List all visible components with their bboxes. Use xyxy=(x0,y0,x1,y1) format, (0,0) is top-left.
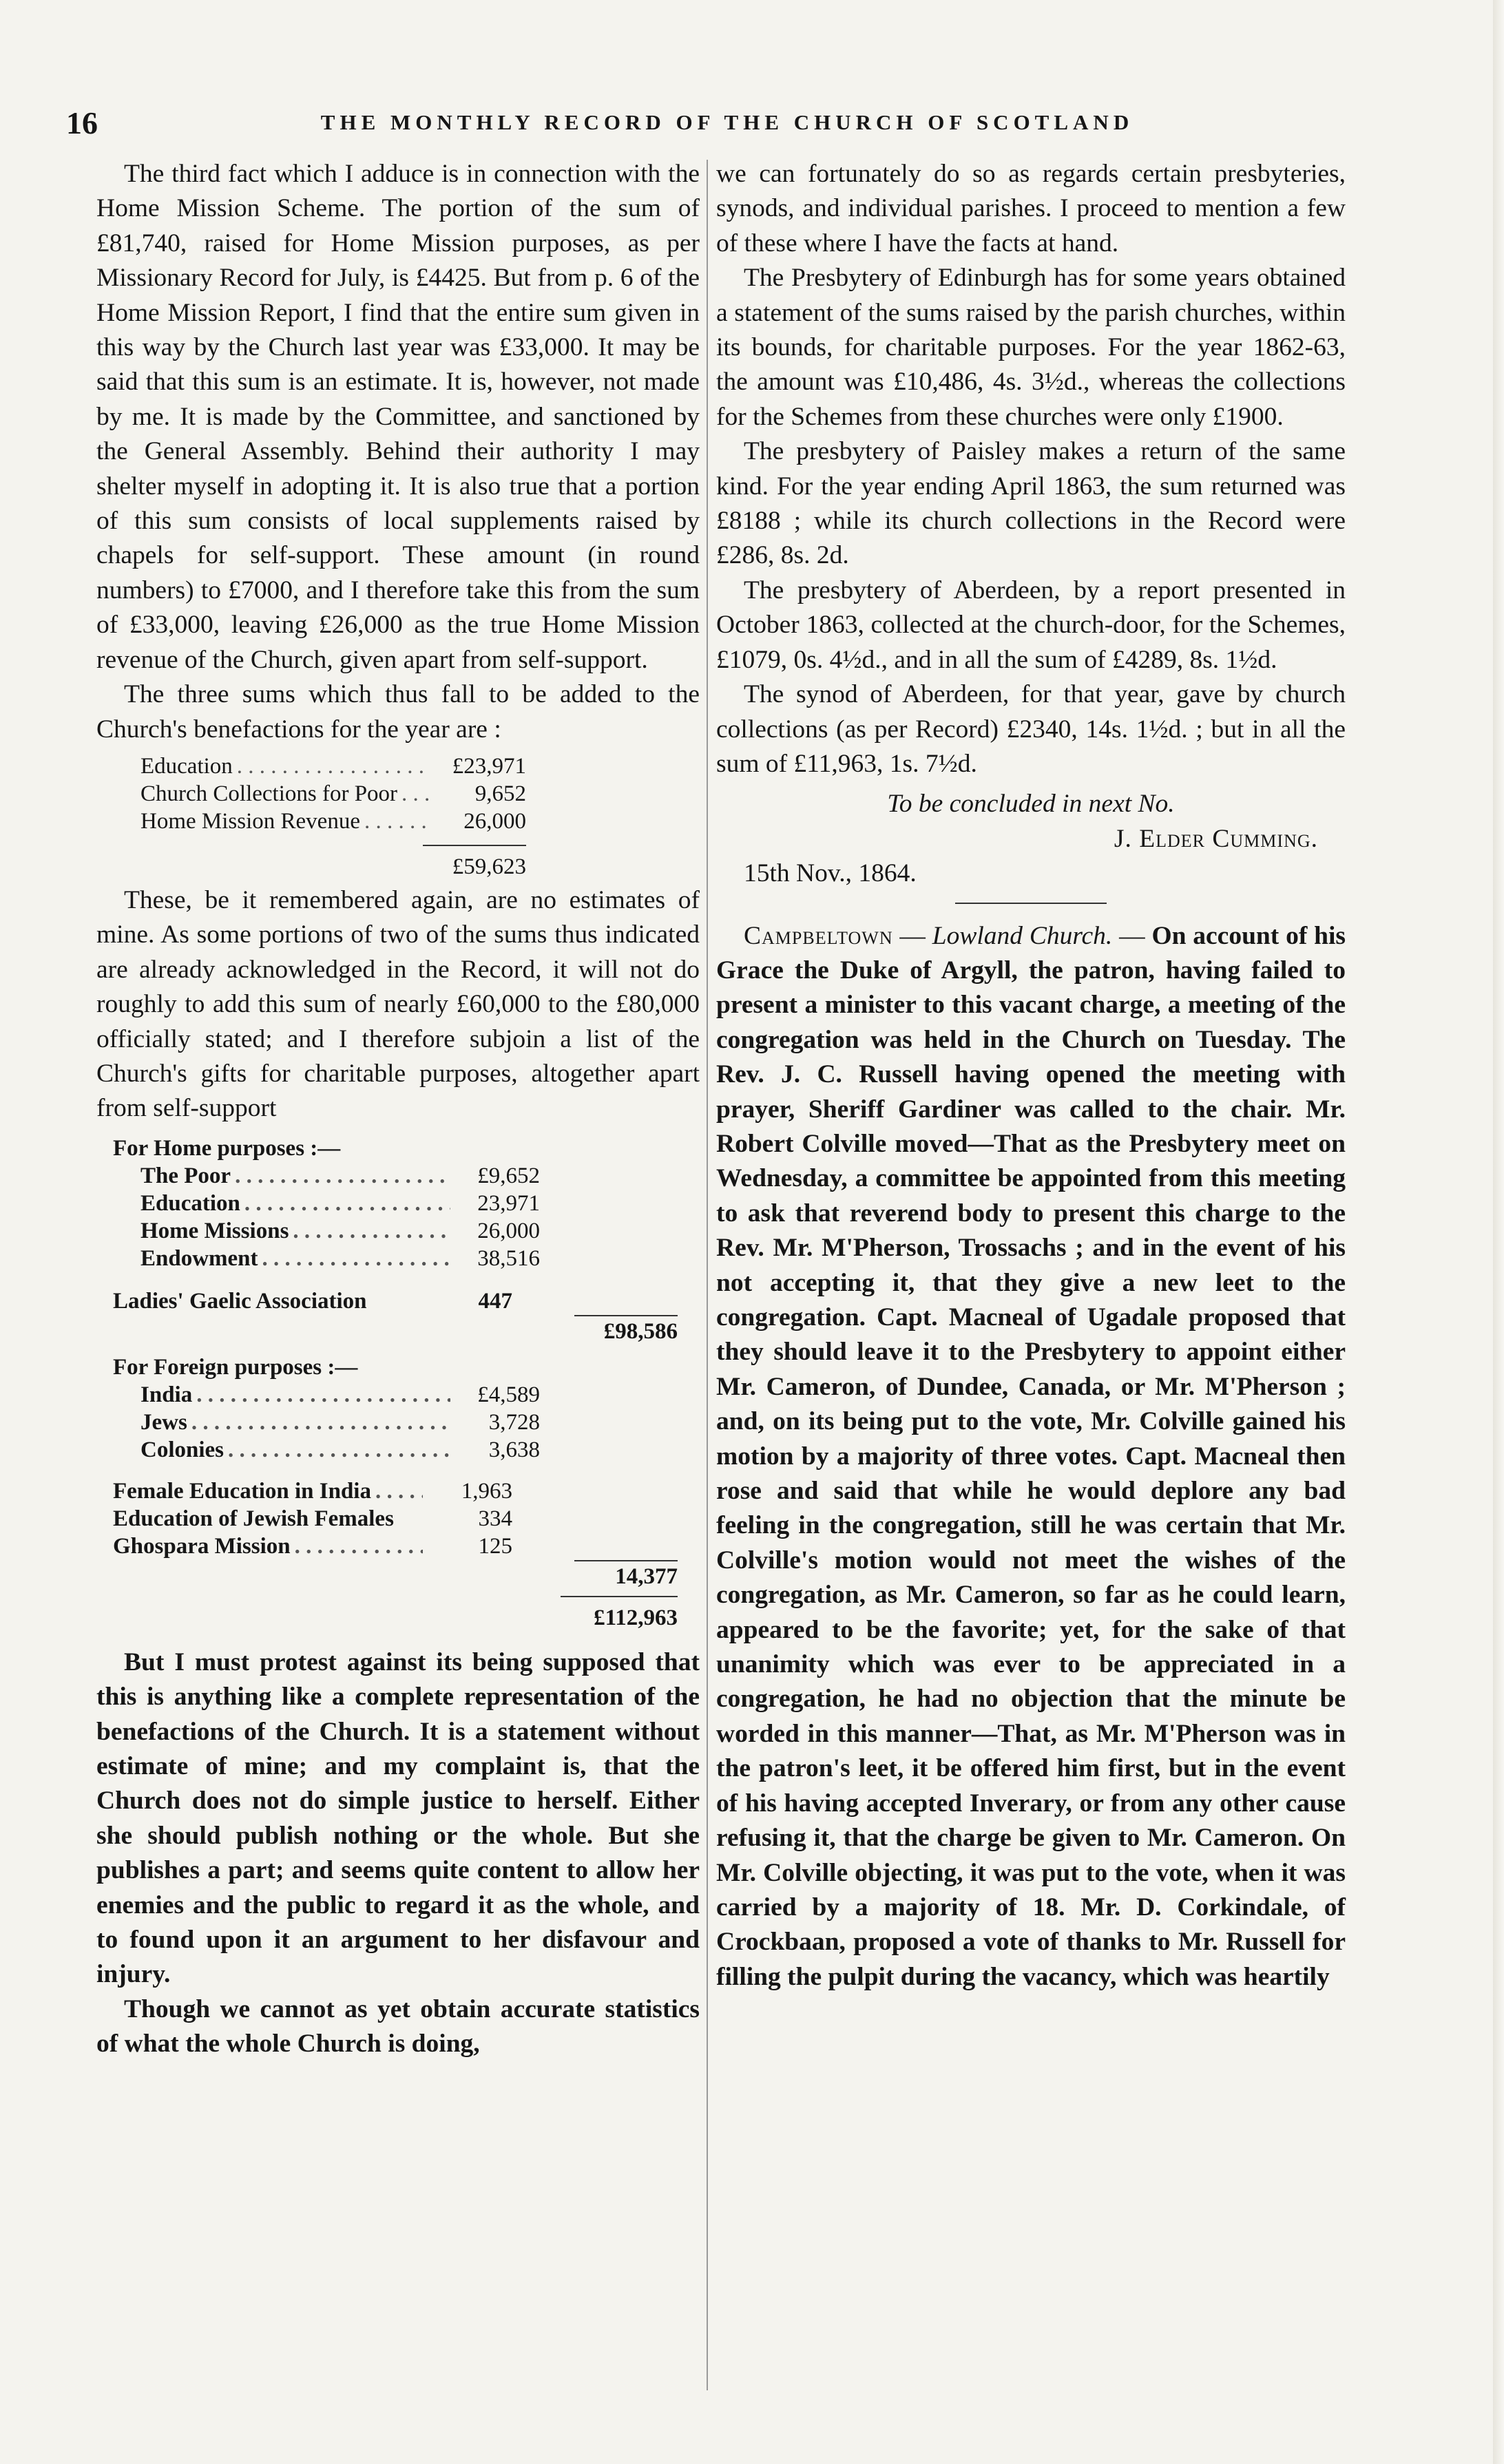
row-value: 334 xyxy=(478,1506,512,1531)
paragraph: The three sums which thus fall to be added to the Church's benefactions for the year are : xyxy=(96,680,700,744)
paragraph: But I must protest against its being supposed that this is anything like a complete representation of the benefactions of the Church. It is a statement without estimate of mine; and my complaint is, that the Church does not do simple justice to herself. Either she should publish nothing or the whole. But she publishes a part; and seems quite content to allow her enemies and the public to regard it as the whole, and to found upon it an argument to her disfavour and injury. xyxy=(96,1647,700,1989)
gifts-table xyxy=(113,1135,678,1632)
row-label: The Poor xyxy=(140,1163,231,1188)
paragraph: The presbytery of Paisley makes a return of the same kind. For the year ending April 1863, the sum returned was £8188 ; while its church collections in the Record were £286, 8s. 2d. xyxy=(716,437,1346,570)
row-label: Ladies' Gaelic Association xyxy=(113,1288,367,1314)
row-value: 447 xyxy=(478,1288,512,1314)
row-value: 26,000 xyxy=(477,1218,540,1243)
table-row xyxy=(140,1245,540,1272)
paragraph: The presbytery of Aberdeen, by a report presented in October 1863, collected at the church-door, for the Schemes, £1079, 0s. 4½d., and in all the sum of £4289, 8s. 1½d. xyxy=(716,576,1346,674)
table-row xyxy=(140,1381,540,1409)
row-value: 9,652 xyxy=(474,781,526,806)
row-label: Jews xyxy=(140,1409,187,1435)
row-label: Home Missions xyxy=(140,1218,289,1243)
table-row xyxy=(113,1477,512,1505)
row-value: 26,000 xyxy=(463,808,526,834)
total-value: £59,623 xyxy=(423,845,526,881)
to-be-concluded: To be concluded in next No. xyxy=(887,790,1175,819)
home-total xyxy=(113,1315,678,1345)
row-value: £9,652 xyxy=(477,1163,540,1188)
sums-table-total xyxy=(140,841,526,881)
table-row xyxy=(140,752,526,780)
paragraph: we can fortunately do so as regards certain presbyteries, synods, and individual parishes. I proceed to mention a few of these where I have the facts at hand. xyxy=(716,160,1346,257)
page-header xyxy=(66,105,1402,153)
row-label: Colonies xyxy=(140,1437,224,1462)
row-value: 3,728 xyxy=(488,1409,540,1435)
row-label: India xyxy=(140,1382,193,1407)
row-label: Female Education in India xyxy=(113,1478,371,1504)
section-heading: For Foreign purposes :— xyxy=(113,1354,358,1380)
paragraph: The Presbytery of Edinburgh has for some years obtained a statement of the sums raised by the parish churches, within its bounds, for charitable purposes. For the year 1862-63, the amount was £10,486, 4s. 3½d., whereas the collections for the Schemes from these churches were only £1900. xyxy=(716,264,1346,431)
row-label: Education xyxy=(140,1190,240,1216)
paragraph: The third fact which I adduce is in connection with the Home Mission Scheme. The portion of the sum of £81,740, raised for Home Mission purposes, as per Missionary Record for July, is £4425. But from p. 6 of the Home Mission Report, I find that the entire sum given in this way by the Church last year was £33,000. It may be said that this sum is an estimate. It is, however, not made by me. It is made by the Committee, and sanctioned by the General Assembly. Behind their authority I may shelter myself in adopting it. It is also true that a portion of this sum consists of local supplements raised by chapels for self-support. These amount (in round numbers) to £7000, and I therefore take this from the sum of £33,000, leaving £26,000 as the true Home Mission revenue of the Church, given apart from self-support. xyxy=(96,160,700,674)
total-value: £112,963 xyxy=(561,1596,678,1632)
table-row xyxy=(140,1162,540,1190)
row-label: Home Mission Revenue xyxy=(140,808,360,834)
table-row xyxy=(113,1287,512,1315)
running-title: THE MONTHLY RECORD OF THE CHURCH OF SCOTLAND xyxy=(320,110,1134,134)
row-value: 23,971 xyxy=(477,1190,540,1216)
row-value: 38,516 xyxy=(477,1245,540,1271)
paragraph: The synod of Aberdeen, for that year, gave by church collections (as per Record) £2340, 14s. 1½d. ; but in all the sum of £11,963, 1s. 7½d. xyxy=(716,680,1346,778)
row-label: Ghospara Mission xyxy=(113,1533,291,1559)
signature: J. Elder Cumming. xyxy=(1114,824,1318,853)
item-subheading: Lowland Church. xyxy=(932,921,1113,950)
grand-total xyxy=(113,1596,678,1632)
row-label: Church Collections for Poor xyxy=(140,781,398,806)
table-row xyxy=(113,1533,512,1560)
page-edge xyxy=(1493,0,1504,2464)
foreign-total xyxy=(113,1560,678,1590)
row-value: £4,589 xyxy=(477,1382,540,1407)
news-item: Campbeltown — Lowland Church. — On account of his Grace the Duke of Argyll, the patron, having failed to present a minister to this vacant charge, a meeting of the congregation was held in the Church on Tuesday. The Rev. J. C. Russell having opened the meeting with prayer, Sheriff Gardiner was called to the chair. Mr. Robert Colville moved—That as the Presbytery meet on Wednesday, a committee be appointed from this meeting to ask that reverend body to present this charge to the Rev. Mr. M'Pherson, Trossachs ; and in the event of his not accepting it, that they give a new leet to the congregation. Capt. Macneal of Ugadale proposed that they should leave it to the Presbytery to appoint either Mr. Cameron, of Dundee, Canada, or Mr. M'Pherson ; and, on its being put to the vote, Mr. Colville gained his motion by a majority of three votes. Capt. Macneal then rose and said that while he would deplore any bad feeling in the congregation, still he was certain that Mr. Colville's motion would not meet the wishes of the congregation, as Mr. Cameron, so far as he could learn, appeared to be the favorite; yet, for the sake of that unanimity which was ever to be appreciated in a congregation, he had no objection that the minute be worded in this manner—That, as Mr. M'Pherson was in the patron's leet, it be offered him first, but in the event of his having accepted Inverary, or from any other cause refusing it, that the charge be given to Mr. Cameron. On Mr. Colville objecting, it was put to the vote, when it was carried by a majority of 18. Mr. D. Corkindale, of Crockbaan, proposed a vote of thanks to Mr. Russell for filling the pulpit during the vacancy, which was heartily xyxy=(716,921,1346,1991)
item-body: On account of his Grace the Duke of Argyll, the patron, having failed to present a minister to this vacant charge, a meeting of the congregation was held in the Church on Tuesday. The Rev. J. C. Russell having opened the meeting with prayer, Sheriff Gardiner was called to the chair. Mr. Robert Colville moved—That as the Presbytery meet on Wednesday, a committee be appointed from this meeting to ask that reverend body to present this charge to the Rev. Mr. M'Pherson, Trossachs ; and in the event of his not accepting it, that they give a new leet to the congregation. Capt. Macneal of Ugadale proposed that they should leave it to the Presbytery to appoint either Mr. Cameron, of Dundee, Canada, or Mr. M'Pherson ; and, on its being put to the vote, Mr. Colville gained his motion by a majority of three votes. Capt. Macneal then rose and said that while he would deplore any bad feeling in the congregation, still he was certain that Mr. Colville's motion would not meet the wishes of the congregation, as Mr. Cameron, so far as he could learn, appeared to be the favorite; yet, for the sake of that unanimity which was ever to be appreciated in a congregation, he had no objection that the minute be worded in this manner—That, as Mr. M'Pherson was in the patron's leet, it be offered him first, but in the event of his having accepted Inverary, or from any other cause refusing it, that the charge be given to Mr. Cameron. On Mr. Colville objecting, it was put to the vote, when it was carried by a majority of 18. Mr. D. Corkindale, of Crockbaan, proposed a vote of thanks to Mr. Russell for filling the pulpit during the vacancy, which was heartily xyxy=(716,921,1346,1991)
row-value: 125 xyxy=(478,1533,512,1559)
row-value: £23,971 xyxy=(452,753,526,779)
total-value: 14,377 xyxy=(574,1560,678,1590)
paragraph: Though we cannot as yet obtain accurate statistics of what the whole Church is doing, xyxy=(96,1994,700,2058)
page-number: 16 xyxy=(66,105,98,140)
row-label: Education of Jewish Females xyxy=(113,1506,394,1531)
row-label: Education xyxy=(140,753,233,779)
table-row xyxy=(140,1436,540,1464)
date-line: 15th Nov., 1864. xyxy=(744,859,917,888)
section-heading: For Home purposes :— xyxy=(113,1135,341,1161)
row-value: 1,963 xyxy=(461,1478,512,1504)
table-row xyxy=(140,780,526,808)
table-row xyxy=(140,1409,540,1436)
row-value: 3,638 xyxy=(488,1437,540,1462)
item-heading: Campbeltown xyxy=(744,921,893,950)
row-label: Endowment xyxy=(140,1245,258,1271)
left-column xyxy=(96,157,700,2062)
total-value: £98,586 xyxy=(574,1315,678,1345)
table-row xyxy=(140,808,526,835)
table-row xyxy=(140,1217,540,1245)
paragraph: These, be it remembered again, are no estimates of mine. As some portions of two of the sums thus indicated are already acknowledged in the Record, it will not do roughly to add this sum of nearly £60,000 to the £80,000 officially stated; and I therefore subjoin a list of the Church's gifts for charitable purposes, altogether apart from self-support xyxy=(96,885,700,1123)
column-divider xyxy=(707,160,708,2390)
table-row xyxy=(113,1505,512,1533)
right-column xyxy=(716,157,1346,1994)
table-row xyxy=(140,1190,540,1217)
section-rule xyxy=(955,903,1107,904)
sums-table xyxy=(140,752,526,835)
